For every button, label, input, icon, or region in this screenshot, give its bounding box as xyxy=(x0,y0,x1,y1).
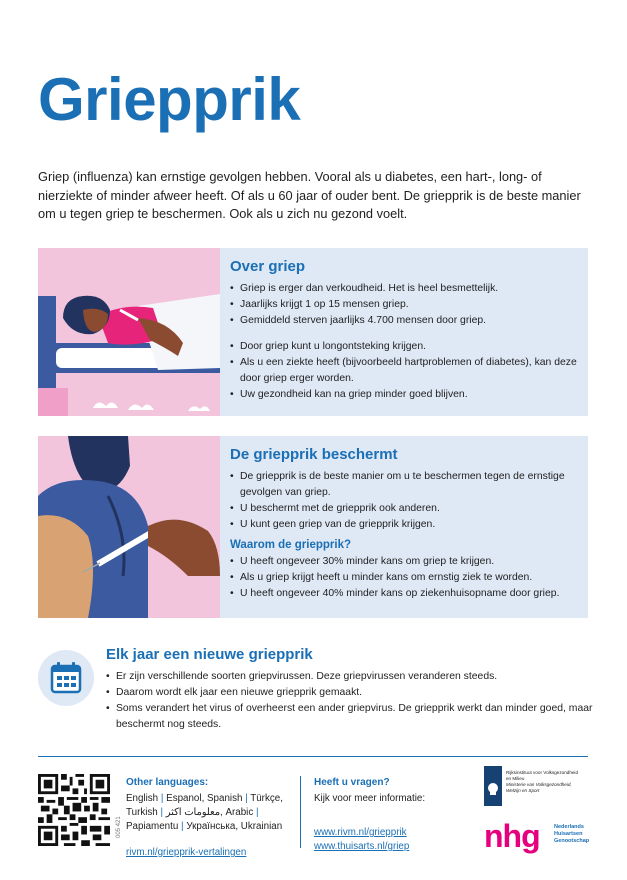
footer-divider xyxy=(38,756,588,757)
page-title: Griepprik xyxy=(38,66,301,133)
list-item: • Er zijn verschillende soorten griepvirussen. Deze griepvirussen veranderen steeds. xyxy=(106,669,598,685)
section3-list xyxy=(106,669,598,733)
list-item: • U kunt geen griep van de griepprik krijgen. xyxy=(230,517,580,533)
section-griepprik-beschermt xyxy=(38,436,588,618)
list-item: • U beschermt met de griepprik ook anderen. xyxy=(230,501,580,517)
languages-heading: Other languages: xyxy=(126,777,209,788)
language-arabic: Arabic xyxy=(225,807,254,818)
language-espanol: Espanol xyxy=(166,793,202,804)
rivm-line: Ministerie van Volksgezondheid, xyxy=(506,782,572,787)
nhg-line: Genootschap xyxy=(554,838,590,844)
section2-title: De griepprik beschermt xyxy=(230,446,398,463)
languages-link[interactable]: rivm.nl/griepprik-vertalingen xyxy=(126,847,247,858)
rivm-line: Welzijn en Sport xyxy=(506,788,540,793)
section3-title: Elk jaar een nieuwe griepprik xyxy=(106,646,313,663)
language-ukrainian: Українська, Ukrainian xyxy=(186,821,283,832)
rivm-line: Rijksinstituut voor Volksgezondheid xyxy=(506,770,579,775)
list-item: • Als u een ziekte heeft (bijvoorbeeld hartproblemen of diabetes), kan deze door griep erger worden. xyxy=(230,355,580,387)
language-spanish: Spanish xyxy=(207,793,243,804)
list-item: • Soms verandert het virus of overheerst een ander griepvirus. De griepprik werkt dan minder goed, maar beschermt nog steeds. xyxy=(106,701,598,733)
sick-person-illustration xyxy=(38,248,220,416)
intro-text: Griep (influenza) kan ernstige gevolgen hebben. Vooral als u diabetes, een hart-, long- of nierziekte of minder afweer heeft. Of als u 60 jaar of ouder bent. De griepprik is de beste manier om u tegen griep te beschermen. Ook als u zich nu gezond voelt. xyxy=(38,169,581,221)
list-item: • Gemiddeld sterven jaarlijks 4.700 mensen door griep. xyxy=(230,313,580,329)
list-item: • Griep is erger dan verkoudheid. Het is heel besmettelijk. xyxy=(230,281,580,297)
section1-list-b xyxy=(230,339,580,403)
rivm-logo xyxy=(484,766,594,810)
list-item: • U heeft ongeveer 40% minder kans op ziekenhuisopname door griep. xyxy=(230,586,580,602)
rivm-crest-icon xyxy=(484,766,502,806)
list-item: • Uw gezondheid kan na griep minder goed blijven. xyxy=(230,387,580,403)
nhg-wordmark: nhg xyxy=(484,818,540,854)
calendar-icon-circle xyxy=(38,650,94,706)
list-item: • Daarom wordt elk jaar een nieuwe griepprik gemaakt. xyxy=(106,685,598,701)
nhg-logo xyxy=(484,820,594,860)
language-english: English xyxy=(126,793,159,804)
language-papiamentu: Papiamentu xyxy=(126,821,179,832)
list-item: • Jaarlijks krijgt 1 op 15 mensen griep. xyxy=(230,297,580,313)
language-turkce: Türkçe, xyxy=(250,793,283,804)
languages-list: English | Espanol, Spanish | Türkçe, Turkish | معلومات اكثر, Arabic | Papiamentu | Українська, Ukrainian xyxy=(126,793,283,832)
section2-subtitle: Waarom de griepprik? xyxy=(230,539,351,551)
footer-vertical-divider xyxy=(300,776,301,848)
section1-title: Over griep xyxy=(230,258,306,275)
section2-list xyxy=(230,469,580,533)
document-number: 005 421 xyxy=(116,816,122,838)
rivm-line: en Milieu xyxy=(506,776,525,781)
footer xyxy=(0,760,627,880)
nhg-line: Nederlands xyxy=(554,824,584,830)
qr-code-icon[interactable] xyxy=(38,774,110,846)
nhg-line: Huisartsen xyxy=(554,831,583,837)
language-turkish: Turkish xyxy=(126,807,158,818)
section2-list-why xyxy=(230,554,580,602)
section1-list-a xyxy=(230,281,580,329)
list-item: • Door griep kunt u longontsteking krijgen. xyxy=(230,339,580,355)
questions-text: Kijk voor meer informatie: xyxy=(314,793,426,804)
section-over-griep xyxy=(38,248,588,416)
list-item: • De griepprik is de beste manier om u te beschermen tegen de ernstige gevolgen van griep. xyxy=(230,469,580,501)
questions-block xyxy=(314,776,464,854)
questions-heading: Heeft u vragen? xyxy=(314,777,390,788)
thuisarts-link[interactable]: www.thuisarts.nl/griep xyxy=(314,841,410,852)
language-arabic-native: معلومات اكثر xyxy=(165,807,220,818)
vaccination-illustration xyxy=(38,436,220,618)
list-item: • U heeft ongeveer 30% minder kans om griep te krijgen. xyxy=(230,554,580,570)
languages-block xyxy=(126,776,296,860)
list-item: • Als u griep krijgt heeft u minder kans om ernstig ziek te worden. xyxy=(230,570,580,586)
rivm-link[interactable]: www.rivm.nl/griepprik xyxy=(314,827,407,838)
calendar-icon xyxy=(38,650,94,706)
section-nieuwe-griepprik xyxy=(38,640,598,740)
